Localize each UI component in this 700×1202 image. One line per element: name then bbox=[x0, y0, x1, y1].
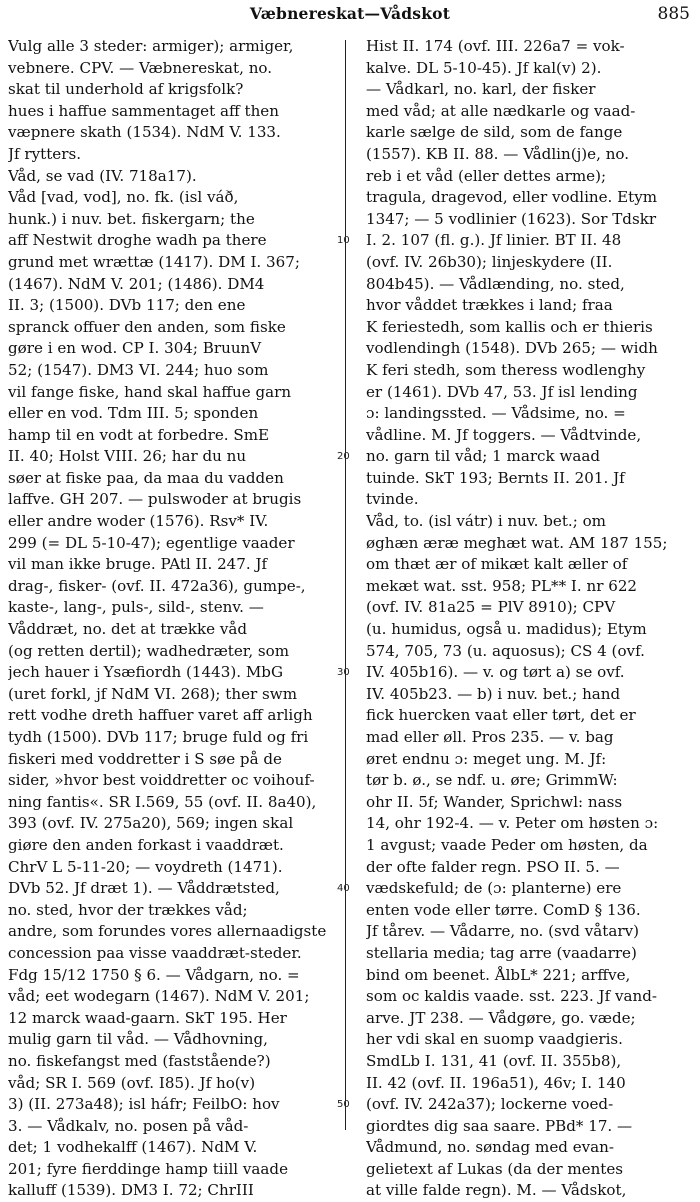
text-line: væpnere skath (1534). NdM V. 133. bbox=[8, 123, 281, 142]
text-line: mekæt wat. sst. 958; PL** I. nr 622 bbox=[366, 576, 638, 595]
page-header bbox=[8, 4, 692, 30]
text-line: 12 marck waad-gaarn. SkT 195. Her bbox=[8, 1008, 287, 1027]
text-line: eller en vod. Tdm III. 5; sponden bbox=[8, 404, 259, 423]
text-line: med våd; at alle nædkarle og vaad- bbox=[366, 101, 636, 120]
text-line: hvor våddet trækkes i land; fraa bbox=[366, 296, 613, 315]
text-line: 299 (= DL 5-10-47); egentlige vaader bbox=[8, 533, 295, 552]
left-column bbox=[8, 36, 330, 1202]
text-line: DVb 52. Jf dræt 1). — Våddrætsted, bbox=[8, 879, 280, 898]
text-line: 1347; — 5 vodlinier (1623). Sor Tdskr bbox=[366, 209, 657, 228]
line-number-mark: 50 bbox=[337, 1099, 350, 1111]
text-line: hamp til en vodt at forbedre. SmE bbox=[8, 425, 270, 444]
text-line: vædskefuld; de (ɔ: planterne) ere bbox=[366, 879, 622, 898]
text-line: grund met wrættæ (1417). DM I. 367; bbox=[8, 252, 300, 271]
text-line: øret endnu ɔ: meget ung. M. Jf: bbox=[366, 749, 607, 768]
text-line: 3. — Vådkalv, no. posen på våd- bbox=[8, 1116, 249, 1135]
text-line: drag-, fisker- (ovf. II. 472a36), gumpe-, bbox=[8, 576, 306, 595]
text-line: no. sted, hvor der trækkes våd; bbox=[8, 900, 248, 919]
text-line: no. garn til våd; 1 marck waad bbox=[366, 447, 601, 466]
text-line: som oc kaldis vaade. sst. 223. Jf vand- bbox=[366, 987, 658, 1006]
text-line: — Vådkarl, no. karl, der fisker bbox=[366, 80, 596, 99]
text-line: 52; (1547). DM3 VI. 244; huo som bbox=[8, 360, 269, 379]
text-line: sider, »hvor best voiddretter oc voihouf- bbox=[8, 771, 315, 790]
text-line: 3) (II. 273a48); isl háfr; FeilbO: hov bbox=[8, 1095, 280, 1114]
text-line: giøre den anden forkast i vaaddræt. bbox=[8, 835, 284, 854]
text-line: kaste-, lang-, puls-, sild-, stenv. — bbox=[8, 598, 264, 617]
text-line: aff Nestwit droghe wadh pa there bbox=[8, 231, 267, 250]
text-line: Våd [vad, vod], no. fk. (isl váð, bbox=[8, 188, 239, 207]
text-line: vebnere. CPV. — Væbnereskat, no. bbox=[8, 58, 273, 77]
text-line: ohr II. 5f; Wander, Sprichwl: nass bbox=[366, 792, 623, 811]
text-line: giordtes dig saa saare. PBd* 17. — bbox=[366, 1116, 633, 1135]
text-line: reb i et våd (eller dettes arme); bbox=[366, 166, 607, 185]
text-line: (ovf. IV. 81a25 = PlV 8910); CPV bbox=[366, 598, 616, 617]
text-line: fick huercken vaat eller tørt, det er bbox=[366, 706, 636, 725]
text-line: om thæt ær of mikæt kalt æller of bbox=[366, 555, 628, 574]
text-line: ChrV L 5-11-20; — voydreth (1471). bbox=[8, 857, 283, 876]
text-line: der ofte falder regn. PSO II. 5. — bbox=[366, 857, 620, 876]
text-line: andre, som forundes vores allernaadigste bbox=[8, 922, 327, 941]
text-line: Vulg alle 3 steder: armiger); armiger, bbox=[8, 37, 294, 55]
text-line: mad eller øll. Pros 235. — v. bag bbox=[366, 728, 614, 746]
text-line: øghæn æræ meghæt wat. AM 187 155; bbox=[366, 533, 668, 552]
text-line: vodlendingh (1548). DVb 265; — widh bbox=[366, 339, 658, 358]
text-line: K feri stedh, som theress wodlenghy bbox=[366, 360, 646, 379]
text-line: skat til underhold af krigsfolk? bbox=[8, 80, 244, 99]
text-line: (ovf. IV. 26b30); linjeskydere (II. bbox=[366, 252, 613, 271]
text-line: mulig garn til våd. — Vådhovning, bbox=[8, 1030, 268, 1049]
text-line: 201; fyre fierddinge hamp tiill vaade bbox=[8, 1159, 289, 1178]
text-line: søer at fiske paa, da maa du vadden bbox=[8, 468, 284, 487]
text-line: at ville falde regn). M. — Vådskot, bbox=[366, 1181, 627, 1200]
text-line: bind om beenet. ÅlbL* 221; arffve, bbox=[366, 965, 631, 984]
text-line: (1467). NdM V. 201; (1486). DM4 bbox=[8, 274, 265, 293]
text-line: tvinde. bbox=[366, 490, 419, 509]
text-line: ning fantis«. SR I.569, 55 (ovf. II. 8a40), bbox=[8, 792, 317, 811]
text-line: Våddræt, no. det at trække våd bbox=[8, 620, 248, 639]
text-line: hunk.) i nuv. bet. fiskergarn; the bbox=[8, 209, 255, 228]
text-line: tydh (1500). DVb 117; bruge fuld og fri bbox=[8, 728, 309, 746]
text-line: Jf rytters. bbox=[8, 144, 81, 163]
text-line: er (1461). DVb 47, 53. Jf isl lending bbox=[366, 382, 638, 401]
text-line: no. fiskefangst med (faststående?) bbox=[8, 1051, 271, 1070]
text-line: SmdLb I. 131, 41 (ovf. II. 355b8), bbox=[366, 1051, 622, 1070]
text-line: (og retten dertil); wadhedræter, som bbox=[8, 641, 290, 660]
page-number: 885 bbox=[657, 4, 690, 24]
text-line: våd; eet wodegarn (1467). NdM V. 201; bbox=[8, 987, 310, 1006]
text-line: hues i haffue sammentaget aff then bbox=[8, 101, 279, 120]
text-line: fiskeri med voddretter i S søe på de bbox=[8, 749, 282, 768]
text-line: enten vode eller tørre. ComD § 136. bbox=[366, 900, 641, 919]
line-number-mark: 20 bbox=[337, 451, 350, 463]
text-line: Våd, se vad (IV. 718a17). bbox=[8, 166, 197, 185]
line-number-mark: 40 bbox=[337, 883, 350, 895]
text-line: tør b. ø., se ndf. u. øre; GrimmW: bbox=[366, 771, 618, 790]
text-line: 393 (ovf. IV. 275a20), 569; ingen skal bbox=[8, 814, 294, 833]
line-number-mark: 30 bbox=[337, 667, 350, 679]
text-line: gøre i en wod. CP I. 304; BruunV bbox=[8, 339, 262, 358]
text-line: II. 40; Holst VIII. 26; har du nu bbox=[8, 447, 247, 466]
text-line: kalve. DL 5-10-45). Jf kal(v) 2). bbox=[366, 58, 602, 77]
text-line: 14, ohr 192-4. — v. Peter om høsten ɔ: bbox=[366, 814, 659, 833]
text-line: Hist II. 174 (ovf. III. 226a7 = vok- bbox=[366, 37, 625, 55]
text-line: stellaria media; tag arre (vaadarre) bbox=[366, 943, 637, 962]
text-line: tuinde. SkT 193; Bernts II. 201. Jf bbox=[366, 468, 625, 487]
text-line: det; 1 vodhekalff (1467). NdM V. bbox=[8, 1138, 258, 1157]
text-line: IV. 405b16). — v. og tørt a) se ovf. bbox=[366, 663, 625, 682]
text-line: gelietext af Lukas (da der mentes bbox=[366, 1159, 624, 1178]
text-line: 1 avgust; vaade Peder om høsten, da bbox=[366, 835, 648, 854]
text-line: ɔ: landingssted. — Vådsime, no. = bbox=[366, 404, 626, 423]
text-line: laffve. GH 207. — pulswoder at brugis bbox=[8, 490, 302, 509]
column-divider bbox=[345, 40, 346, 1130]
text-line: (ovf. IV. 242a37); lockerne voed- bbox=[366, 1095, 614, 1114]
text-line: tragula, dragevod, eller vodline. Etym bbox=[366, 188, 658, 207]
text-line: I. 2. 107 (fl. g.). Jf linier. BT II. 48 bbox=[366, 231, 622, 250]
text-line: (uret forkl, jf NdM VI. 268); ther swm bbox=[8, 684, 298, 703]
text-line: jech hauer i Ysæfiordh (1443). MbG bbox=[8, 663, 284, 682]
text-line: K feriestedh, som kallis och er thieris bbox=[366, 317, 653, 336]
text-line: Vådmund, no. søndag med evan- bbox=[366, 1138, 614, 1157]
running-head: Væbnereskat—Vådskot bbox=[249, 4, 451, 23]
text-line: Fdg 15/12 1750 § 6. — Vådgarn, no. = bbox=[8, 965, 300, 984]
text-line: rett vodhe dreth haffuer varet aff arligh bbox=[8, 706, 313, 725]
text-line: vil man ikke bruge. PAtl II. 247. Jf bbox=[8, 555, 268, 574]
text-line: Jf tårev. — Vådarre, no. (svd våtarv) bbox=[366, 922, 639, 941]
text-line: (1557). KB II. 88. — Vådlin(j)e, no. bbox=[366, 144, 630, 163]
text-line: (u. humidus, også u. madidus); Etym bbox=[366, 620, 647, 639]
text-line: kalluff (1539). DM3 I. 72; ChrIII bbox=[8, 1181, 254, 1200]
text-line: her vdi skal en suomp vaadgieris. bbox=[366, 1030, 623, 1049]
text-line: karle sælge de sild, som de fange bbox=[366, 123, 623, 142]
text-line: 804b45). — Vådlænding, no. sted, bbox=[366, 274, 625, 293]
text-line: II. 42 (ovf. II. 196a51), 46v; I. 140 bbox=[366, 1073, 626, 1092]
text-line: 574, 705, 73 (u. aquosus); CS 4 (ovf. bbox=[366, 641, 645, 660]
text-line: arve. JT 238. — Vådgøre, go. væde; bbox=[366, 1008, 636, 1027]
text-line: vådline. M. Jf toggers. — Vådtvinde, bbox=[366, 425, 642, 444]
text-line: concession paa visse vaaddræt-steder. bbox=[8, 943, 302, 962]
line-number-mark: 10 bbox=[337, 235, 350, 247]
text-line: IV. 405b23. — b) i nuv. bet.; hand bbox=[366, 684, 621, 703]
text-line: spranck offuer den anden, som fiske bbox=[8, 317, 286, 336]
text-line: vil fange fiske, hand skal haffue garn bbox=[8, 382, 292, 401]
right-column bbox=[366, 36, 694, 1202]
text-line: II. 3; (1500). DVb 117; den ene bbox=[8, 296, 246, 315]
text-line: våd; SR I. 569 (ovf. I85). Jf ho(v) bbox=[8, 1073, 256, 1092]
text-line: Våd, to. (isl vátr) i nuv. bet.; om bbox=[366, 512, 606, 531]
text-line: eller andre woder (1576). Rsv* IV. bbox=[8, 512, 269, 531]
